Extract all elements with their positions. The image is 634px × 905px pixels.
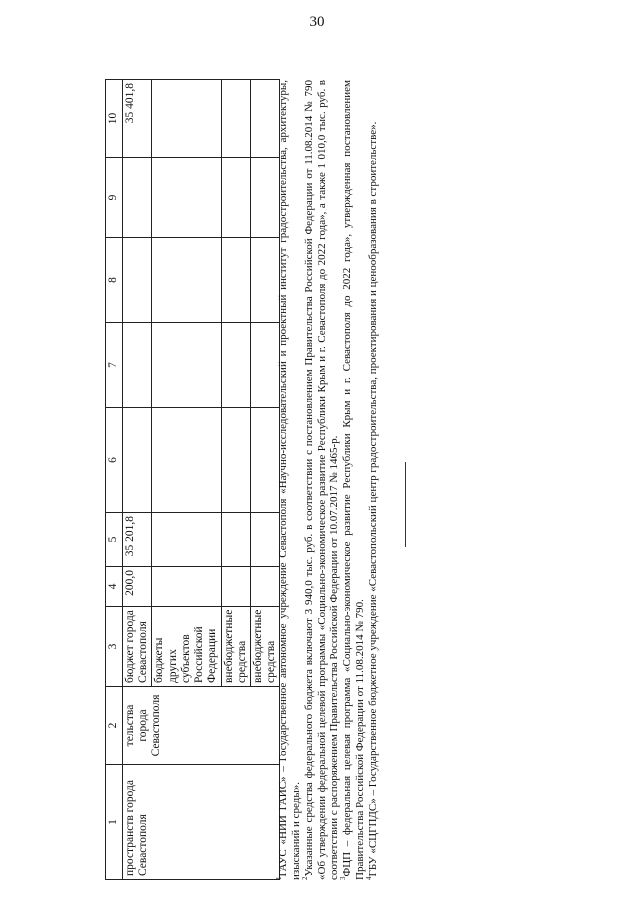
- footnote: [277, 80, 303, 880]
- footnote: [300, 80, 342, 880]
- header-cell: 1: [106, 765, 123, 880]
- table-header-row: [106, 80, 123, 880]
- value-cell: 35 201,8: [123, 513, 152, 567]
- funding-source-cell: бюджет города Севастополя: [123, 607, 152, 687]
- footnote-text: Указанные средства федерального бюджета включают 3 940,0 тыс. руб. в соответствии с постановлением Правительства Российской Федерации от 11.08.2014 № 790 «Об утверждении федеральной целевой программы «Социально-экономическое развитие Республики Крым и г. Севастополя до 2022 года», а также 1 010,0 тыс. руб. в соответствии с распоряжением Правительства Российской Федерации от 10.07.2017 № 1465-р.: [302, 80, 341, 880]
- empty-cell: [152, 323, 221, 408]
- footnote-mark: 2: [300, 876, 309, 880]
- value-cell: 200,0: [123, 567, 152, 607]
- empty-cell: [123, 158, 152, 238]
- empty-cell: [250, 238, 279, 323]
- data-table: [105, 79, 280, 880]
- empty-cell: [152, 158, 221, 238]
- empty-cell: [221, 323, 250, 408]
- empty-cell: [221, 567, 250, 607]
- empty-cell: [250, 80, 279, 158]
- empty-cell: [123, 323, 152, 408]
- total-cell: 35 401,8: [123, 80, 152, 158]
- empty-cell: [152, 238, 221, 323]
- footnote: [367, 80, 380, 880]
- empty-cell: [250, 158, 279, 238]
- col1-cell: пространств города Севастополя: [123, 765, 280, 880]
- footnote-text: ГБУ «СЦГПДС» – Государственное бюджетное учреждение «Севастопольский центр градостроительства, проектирования и ценообразования в строительстве».: [367, 121, 380, 877]
- empty-cell: [152, 567, 221, 607]
- table-row: [123, 80, 152, 880]
- page-number: 30: [309, 14, 325, 30]
- separator-line: [405, 462, 406, 547]
- empty-cell: [152, 513, 221, 567]
- header-cell: 4: [106, 567, 123, 607]
- empty-cell: [123, 238, 152, 323]
- empty-cell: [221, 80, 250, 158]
- footnote-text: ФЦП – федеральная целевая программа «Социально-экономическое развитие Республики Крым и г. Севастополя до 2022 года», утвержденная постановлением Правительства Российской Федерации от 11.08.2014 № 790.: [341, 80, 367, 880]
- footnote-text: ГАУС «НИИ ГАИС» – Государственное автономное учреждение Севастополя «Научно-исследовательский и проектный институт градостроительства, архитектуры, изысканий и среды».: [277, 80, 302, 880]
- empty-cell: [250, 513, 279, 567]
- footnote: [341, 80, 367, 880]
- empty-cell: [221, 158, 250, 238]
- rotated-landscape-content: [105, 60, 435, 880]
- header-cell: 8: [106, 238, 123, 323]
- funding-source-cell: внебюджетные средства: [250, 607, 279, 687]
- header-cell: 3: [106, 607, 123, 687]
- empty-cell: [221, 513, 250, 567]
- header-cell: 2: [106, 687, 123, 765]
- header-cell: 7: [106, 323, 123, 408]
- empty-cell: [221, 408, 250, 513]
- empty-cell: [221, 238, 250, 323]
- funding-source-cell: бюджеты других субъектов Российской Федерации: [152, 607, 221, 687]
- empty-cell: [250, 567, 279, 607]
- empty-cell: [250, 408, 279, 513]
- footnote-mark: 4: [365, 876, 374, 880]
- footnotes: [277, 80, 380, 880]
- col2-cell: тельства города Севастополя: [123, 687, 280, 765]
- footnote-mark: 1: [275, 876, 283, 880]
- empty-cell: [123, 408, 152, 513]
- header-cell: 10: [106, 80, 123, 158]
- header-cell: 5: [106, 513, 123, 567]
- header-cell: 9: [106, 158, 123, 238]
- footnote-mark: 3: [339, 876, 348, 880]
- header-cell: 6: [106, 408, 123, 513]
- empty-cell: [152, 80, 221, 158]
- funding-source-cell: внебюджетные средства: [221, 607, 250, 687]
- empty-cell: [152, 408, 221, 513]
- empty-cell: [250, 323, 279, 408]
